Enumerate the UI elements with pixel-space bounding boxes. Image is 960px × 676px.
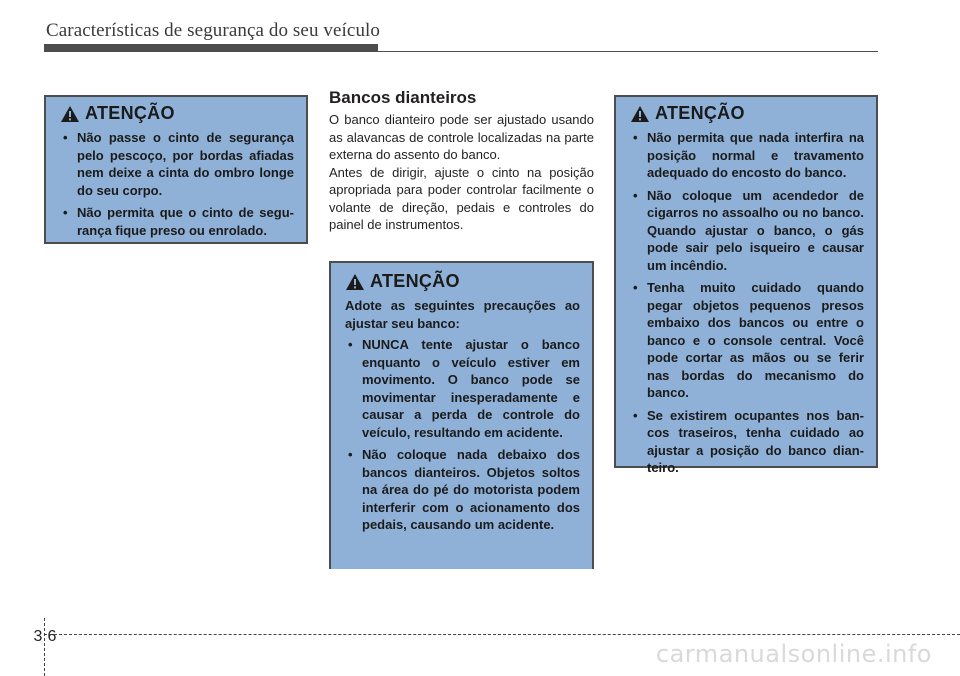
warning-box-middle xyxy=(329,261,594,569)
warning-title: ATENÇÃO xyxy=(655,103,745,124)
list-item: • Tenha muito cuidado quando pegar objetos pequenos presos embaixo dos bancos ou entre o banco e o console central. Você pode cortar as mãos ou se ferir nas bordas do mecanismo do banco. xyxy=(630,279,864,402)
watermark: carmanualsonline.info xyxy=(655,640,932,668)
section-body xyxy=(329,111,594,234)
warning-list xyxy=(630,129,864,477)
footer-divider-horizontal xyxy=(44,634,960,635)
paragraph: O banco dianteiro pode ser ajustado usando as alavancas de controle localizadas na parte externa do assento do banco. xyxy=(329,112,594,162)
warning-box-right xyxy=(614,95,878,475)
header-rule-thick xyxy=(44,44,378,52)
list-item: • Não passe o cinto de segurança pelo pescoço, por bordas afiadas nem deixe a cinta do ombro longe do seu corpo. xyxy=(60,129,294,199)
footer-divider-vertical xyxy=(44,618,45,676)
warning-intro: Adote as seguintes precauções ao ajustar seu banco: xyxy=(345,298,580,331)
warning-title: ATENÇÃO xyxy=(85,103,175,124)
chapter-number: 3 xyxy=(33,628,43,645)
header-rule-thin xyxy=(378,51,878,52)
list-item: • Não coloque um acendedor de cigarros no assoalho ou no banco. Quando ajustar o banco, o gás pode sair pelo isqueiro e causar um incêndio. xyxy=(630,187,864,275)
list-item: • Se existirem ocupantes nos bancos traseiros, tenha cuidado ao ajustar a posição do banco dianteiro. xyxy=(630,407,864,477)
list-item: • NUNCA tente ajustar o banco enquanto o veículo estiver em movimento. O banco pode se movimentar inesperadamente e causar a perda de controle do veículo, resultando em acidente. xyxy=(345,336,580,441)
paragraph: Antes de dirigir, ajuste o cinto na posição apropriada para poder controlar facilmente o volante de direção, pedais e controles do painel de instrumentos. xyxy=(329,164,594,232)
list-item: • Não permita que o cinto de segurança fique preso ou enrolado. xyxy=(60,204,294,239)
warning-header xyxy=(630,105,864,123)
list-item: • Não permita que nada interfira na posição normal e travamento adequado do encosto do banco. xyxy=(630,129,864,182)
warning-header xyxy=(60,105,294,123)
warning-box-left xyxy=(44,95,308,244)
list-item: • Não coloque nada debaixo dos bancos dianteiros. Objetos soltos na área do pé do motorista podem interferir com o acionamento dos pedais, causando um acidente. xyxy=(345,446,580,534)
warning-list xyxy=(345,336,580,534)
section-title: Bancos dianteiros xyxy=(329,88,477,107)
page-number-value: 6 xyxy=(47,628,57,645)
warning-triangle-icon xyxy=(345,273,365,291)
warning-triangle-icon xyxy=(630,105,650,123)
warning-triangle-icon xyxy=(60,105,80,123)
warning-list xyxy=(60,129,294,239)
header-title: Características de segurança do seu veículo xyxy=(46,20,381,41)
warning-header xyxy=(345,273,580,291)
page-number xyxy=(31,628,59,646)
warning-title: ATENÇÃO xyxy=(370,271,460,292)
